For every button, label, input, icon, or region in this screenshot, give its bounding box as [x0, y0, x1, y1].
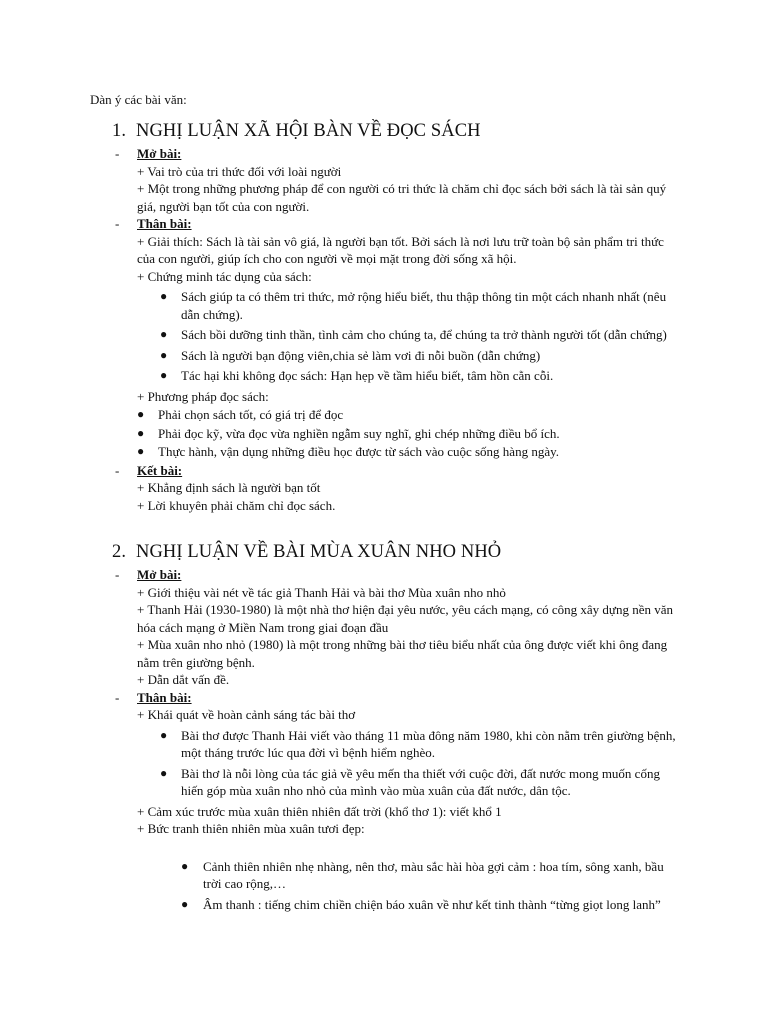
section-1-number: 1.	[112, 121, 127, 141]
s1-than-label: Thân bài:	[137, 216, 192, 231]
s2-bullet-a1: ● Bài thơ được Thanh Hải viết vào tháng 11 mùa đông năm 1980, khi còn nằm trên giường bệnh, một tháng trước lúc qua đời vì bệnh hiểm nghèo.	[160, 727, 676, 760]
s1-mo-line-1: + Vai trò của tri thức đối với loài người	[137, 163, 342, 179]
section-2-number: 2.	[112, 542, 127, 562]
section-1-title: NGHỊ LUẬN XÃ HỘI BÀN VỀ ĐỌC SÁCH	[136, 121, 481, 141]
s2-than-line-3: + Bức tranh thiên nhiên mùa xuân tươi đẹp:	[137, 821, 365, 836]
s1-bullet-a2: ● Sách bồi dưỡng tinh thần, tình cảm cho chúng ta, để chúng ta trở thành người tốt (dẫn chứng)	[160, 327, 667, 342]
s1-mo-line-2: + Một trong những phương pháp để con người có tri thức là chăm chỉ đọc sách bởi sách là tài sản quý giá, người bạn tốt của con người.	[137, 181, 667, 214]
s2-mo-bai: - Mở bài: + Giới thiệu vài nét về tác giả Thanh Hải và bài thơ Mùa xuân nho nhỏ + Thanh Hải (1930-1980) là một nhà thơ hiện đại yêu nước, yêu cách mạng, có công xây dựng nền văn hóa cách mạng ở Miền Nam trong giai đoạn đầu + Mùa xuân nho nhỏ (1980) là một trong những bài thơ tiêu biểu nhất của ông được viết khi ông đang nằm trên giường bệnh. + Dẫn dắt vấn đề.	[115, 566, 685, 689]
s1-than-bai: - Thân bài: + Giải thích: Sách là tài sản vô giá, là người bạn tốt. Bởi sách là nơi lưu trữ toàn bộ sản phẩm tri thức của con người, giúp ích cho con người về mọi mặt trong đời sống xã hội. + Chứng minh tác dụng của sách:	[115, 215, 685, 285]
s1-ket-line-2: + Lời khuyên phải chăm chỉ đọc sách.	[137, 497, 336, 513]
s1-ket-bai: - Kết bài: + Khẳng định sách là người bạn tốt + Lời khuyên phải chăm chỉ đọc sách.	[115, 462, 685, 515]
s1-bullet-b1: ● Phải chọn sách tốt, có giá trị để đọc	[137, 407, 344, 422]
section-1-body	[115, 145, 685, 514]
s1-bullet-b2: ● Phải đọc kỹ, vừa đọc vừa nghiền ngẫm suy nghĩ, ghi chép những điều bổ ích.	[137, 425, 560, 441]
s2-mo-line-3: + Mùa xuân nho nhỏ (1980) là một trong những bài thơ tiêu biểu nhất của ông được viết khi ông đang nằm trên giường bệnh.	[137, 637, 668, 670]
section-1-heading	[112, 121, 481, 142]
s2-than-line-2: + Cảm xúc trước mùa xuân thiên nhiên đất trời (khổ thơ 1): viết khổ 1	[137, 803, 502, 819]
s1-than-line-3: + Phương pháp đọc sách:	[137, 388, 269, 404]
s1-than-line-2: + Chứng minh tác dụng của sách:	[137, 268, 312, 284]
s1-bullet-a1: ● Sách giúp ta có thêm tri thức, mở rộng hiểu biết, thu thập thông tin một cách nhanh nhất (nêu dẫn chứng).	[160, 289, 667, 322]
s2-bullet-c1: ● Cảnh thiên nhiên nhẹ nhàng, nên thơ, màu sắc hài hòa gợi cảm : hoa tím, sông xanh, bầu trời cao rộng,…	[181, 858, 664, 891]
s1-ket-line-1: + Khẳng định sách là người bạn tốt	[137, 480, 321, 495]
s1-bullet-b3: ● Thực hành, vận dụng những điều học được từ sách vào cuộc sống hàng ngày.	[137, 444, 560, 459]
s1-ket-label: Kết bài:	[137, 462, 183, 478]
s1-than-line-1: + Giải thích: Sách là tài sản vô giá, là người bạn tốt. Bởi sách là nơi lưu trữ toàn bộ sản phẩm tri thức của con người, giúp ích cho con người về mọi mặt trong đời sống xã hội.	[137, 233, 664, 266]
s2-mo-label: Mở bài:	[137, 567, 182, 582]
s2-mo-line-1: + Giới thiệu vài nét về tác giả Thanh Hải và bài thơ Mùa xuân nho nhỏ	[137, 584, 506, 600]
intro-line: Dàn ý các bài văn:	[90, 92, 187, 107]
section-2-title: NGHỊ LUẬN VỀ BÀI MÙA XUÂN NHO NHỎ	[136, 542, 502, 562]
s1-bullet-a4: ● Tác hại khi không đọc sách: Hạn hẹp về tầm hiểu biết, tâm hồn cằn cỗi.	[160, 368, 554, 383]
s1-bullet-a3: ● Sách là người bạn động viên,chia sẻ làm vơi đi nỗi buồn (dẫn chứng)	[160, 347, 541, 363]
s2-than-bai: - Thân bài: + Khái quát về hoàn cảnh sáng tác bài thơ	[115, 689, 685, 724]
s2-than-line-1: + Khái quát về hoàn cảnh sáng tác bài thơ	[137, 707, 356, 722]
s1-mo-label: Mở bài:	[137, 146, 182, 161]
s2-mo-line-2: + Thanh Hải (1930-1980) là một nhà thơ hiện đại yêu nước, yêu cách mạng, có công xây dựng nền văn hóa cách mạng ở Miền Nam trong giai đoạn đầu	[137, 602, 674, 635]
s2-bullet-a2: ● Bài thơ là nỗi lòng của tác giả về yêu mến tha thiết với cuộc đời, đất nước mong muốn cống hiến góp mùa xuân nho nhỏ của mình vào mùa xuân của đất nước, dân tộc.	[160, 765, 660, 798]
section-2-heading	[112, 542, 501, 563]
s2-mo-line-4: + Dẫn dắt vấn đề.	[137, 672, 230, 687]
section-2-body	[115, 566, 685, 916]
s2-than-label: Thân bài:	[137, 689, 192, 705]
s1-mo-bai: - Mở bài: + Vai trò của tri thức đối với loài người + Một trong những phương pháp để con người có tri thức là chăm chỉ đọc sách bởi sách là tài sản quý giá, người bạn tốt của con người.	[115, 145, 685, 215]
s2-bullet-c2: ● Âm thanh : tiếng chim chiền chiện báo xuân về như kết tinh thành “từng giọt long lanh”	[181, 896, 661, 912]
